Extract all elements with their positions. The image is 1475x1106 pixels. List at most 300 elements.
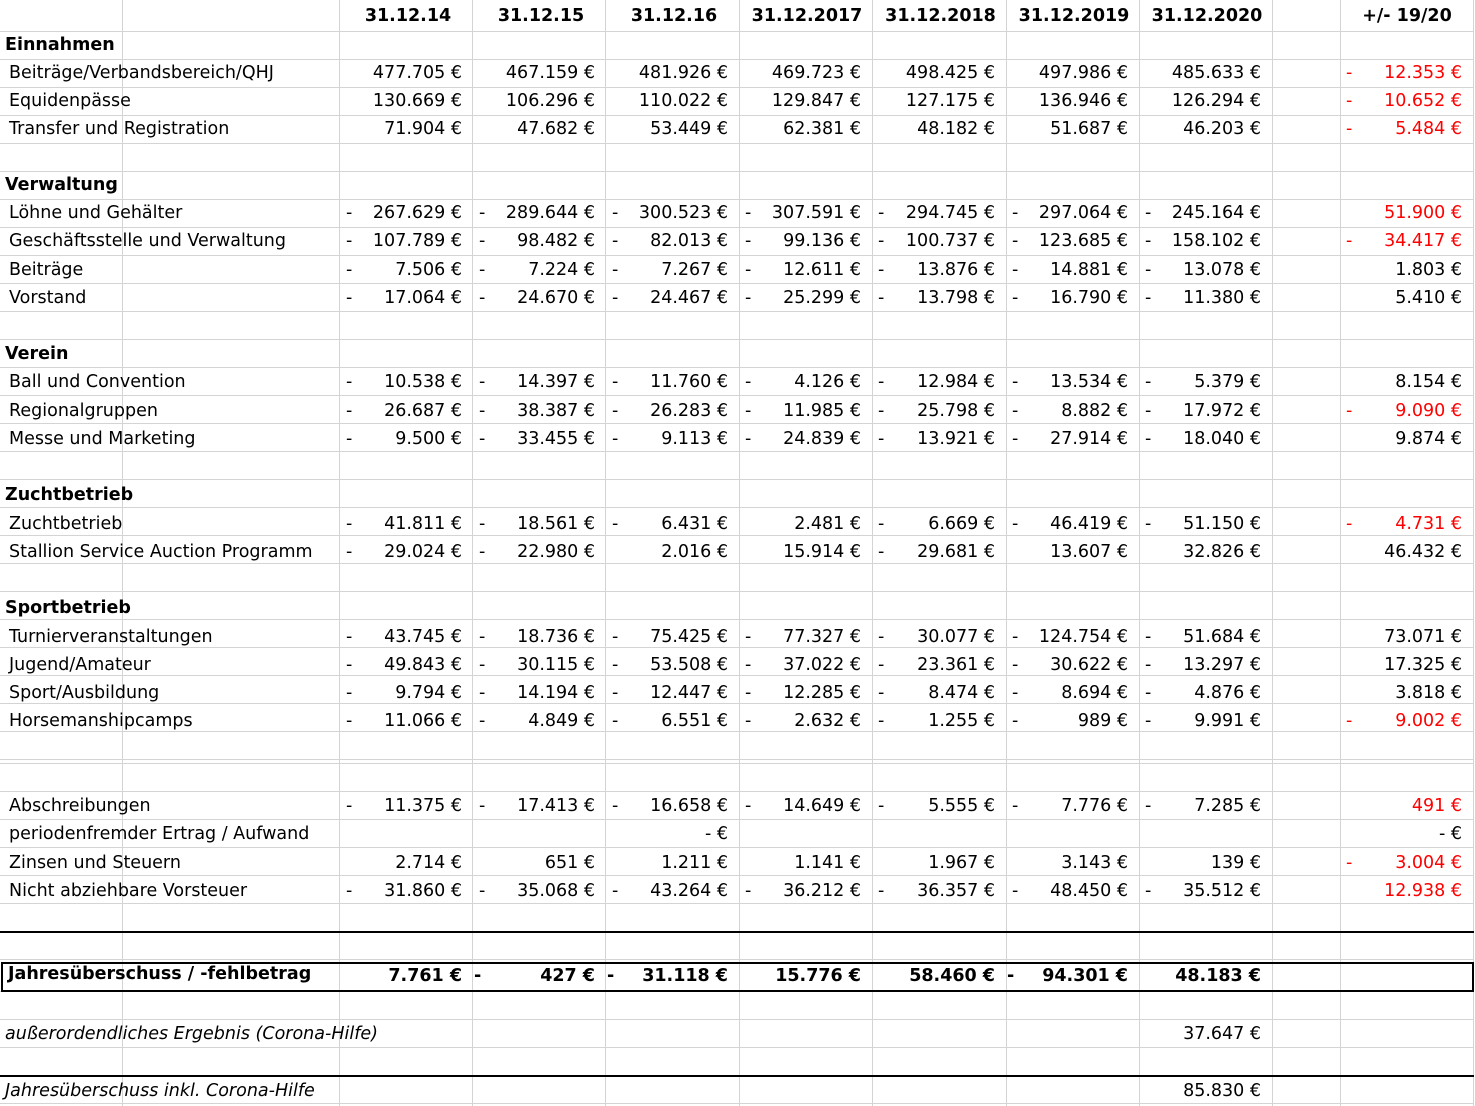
table-row (0, 115, 1474, 143)
value-cell[interactable]: 25.798 € (917, 401, 995, 421)
row-label[interactable]: Horsemanshipcamps (9, 711, 193, 731)
minus-sign: - (745, 260, 752, 280)
table-row (0, 651, 1474, 679)
minus-sign: - (745, 627, 752, 647)
value-cell[interactable]: 2.481 € (794, 514, 861, 534)
value-cell[interactable]: 126.294 € (1171, 91, 1261, 111)
table-row (0, 820, 1474, 848)
table-row (0, 425, 1474, 453)
diff-cell[interactable]: 9.874 € (1395, 429, 1462, 449)
minus-sign: - (745, 401, 752, 421)
value-cell[interactable]: 481.926 € (638, 63, 728, 83)
table-row (0, 368, 1474, 396)
value-cell[interactable]: 289.644 € (505, 203, 595, 223)
value-cell[interactable]: 33.455 € (517, 429, 595, 449)
value-cell[interactable]: 2.632 € (794, 711, 861, 731)
value-cell[interactable]: 124.754 € (1038, 627, 1128, 647)
row-label[interactable]: Equidenpässe (9, 91, 131, 111)
minus-sign: - (346, 711, 353, 731)
value-cell[interactable]: 498.425 € (905, 63, 995, 83)
value-cell[interactable]: 23.361 € (917, 655, 995, 675)
value-cell[interactable]: 7.285 € (1194, 796, 1261, 816)
row-label[interactable]: Zuchtbetrieb (9, 514, 123, 534)
value-cell[interactable]: 17.064 € (384, 288, 462, 308)
incl-value[interactable]: 85.830 € (1183, 1081, 1261, 1101)
value-cell[interactable]: 26.687 € (384, 401, 462, 421)
minus-sign: - (479, 881, 486, 901)
value-cell[interactable]: 245.164 € (1171, 203, 1261, 223)
value-cell[interactable]: 477.705 € (372, 63, 462, 83)
row-label[interactable]: Messe und Marketing (9, 429, 196, 449)
value-cell[interactable] (892, 820, 995, 848)
total-value-cell[interactable]: 58.460 € (909, 966, 995, 986)
value-cell[interactable]: 1.141 € (794, 853, 861, 873)
diff-cell[interactable]: 51.900 € (1384, 203, 1462, 223)
diff-minus-sign: - (1346, 401, 1353, 421)
row-label[interactable]: Löhne und Gehälter (9, 203, 183, 223)
value-cell[interactable]: 485.633 € (1171, 63, 1261, 83)
value-cell[interactable]: 48.450 € (1050, 881, 1128, 901)
minus-sign: - (479, 288, 486, 308)
minus-sign: - (878, 231, 885, 251)
diff-minus-sign: - (1346, 853, 1353, 873)
value-cell[interactable]: 37.022 € (783, 655, 861, 675)
minus-sign: - (346, 203, 353, 223)
value-cell[interactable]: 25.299 € (783, 288, 861, 308)
row-gridline (0, 479, 1474, 480)
value-cell[interactable]: 7.776 € (1061, 796, 1128, 816)
section-row (0, 481, 1474, 509)
value-cell[interactable]: 469.723 € (771, 63, 861, 83)
diff-cell[interactable]: 491 € (1411, 796, 1462, 816)
value-cell[interactable]: 127.175 € (905, 91, 995, 111)
diff-cell[interactable]: 12.938 € (1384, 881, 1462, 901)
minus-sign: - (479, 796, 486, 816)
value-cell[interactable]: 12.447 € (650, 683, 728, 703)
value-cell[interactable]: 9.991 € (1194, 711, 1261, 731)
table-row (0, 792, 1474, 820)
minus-sign: - (612, 711, 619, 731)
minus-sign: - (1145, 796, 1152, 816)
value-cell[interactable]: 989 € (1077, 711, 1128, 731)
value-cell[interactable]: - € (704, 824, 728, 844)
value-cell[interactable]: 6.669 € (928, 514, 995, 534)
value-cell[interactable]: 139 € (1210, 853, 1261, 873)
value-cell[interactable]: 1.211 € (661, 853, 728, 873)
minus-sign: - (479, 683, 486, 703)
incl-label[interactable]: Jahresüberschuss inkl. Corona-Hilfe (5, 1081, 315, 1101)
value-cell[interactable]: 13.798 € (917, 288, 995, 308)
section-row (0, 594, 1474, 622)
value-cell[interactable]: 30.115 € (517, 655, 595, 675)
value-cell[interactable]: 106.296 € (505, 91, 595, 111)
value-cell[interactable]: 16.790 € (1050, 288, 1128, 308)
value-cell[interactable]: 22.980 € (517, 542, 595, 562)
minus-sign: - (1012, 655, 1019, 675)
table-row (0, 510, 1474, 538)
incl-corona-row (0, 1077, 1474, 1105)
value-cell[interactable]: 11.375 € (384, 796, 462, 816)
row-label[interactable]: Vorstand (9, 288, 87, 308)
table-row (0, 623, 1474, 651)
minus-sign: - (745, 231, 752, 251)
diff-cell[interactable]: 8.154 € (1395, 372, 1462, 392)
value-cell[interactable]: 13.876 € (917, 260, 995, 280)
table-row (0, 284, 1474, 312)
minus-sign: - (1145, 429, 1152, 449)
minus-sign: - (1145, 711, 1152, 731)
diff-minus-sign: - (1346, 231, 1353, 251)
value-cell[interactable]: 11.985 € (783, 401, 861, 421)
minus-sign: - (1012, 627, 1019, 647)
minus-sign: - (346, 627, 353, 647)
value-cell[interactable]: 8.882 € (1061, 401, 1128, 421)
value-cell[interactable]: 82.013 € (650, 231, 728, 251)
value-cell[interactable]: 11.380 € (1183, 288, 1261, 308)
value-cell[interactable]: 24.467 € (650, 288, 728, 308)
corona-value[interactable]: 37.647 € (1183, 1024, 1261, 1044)
value-cell[interactable]: 36.212 € (783, 881, 861, 901)
value-cell[interactable]: 43.745 € (384, 627, 462, 647)
value-cell[interactable]: 46.203 € (1183, 119, 1261, 139)
value-cell[interactable] (493, 820, 595, 848)
minus-sign: - (1012, 711, 1019, 731)
row-label[interactable]: Ball und Convention (9, 372, 186, 392)
minus-sign: - (607, 966, 615, 986)
row-label[interactable]: Transfer und Registration (9, 119, 230, 139)
minus-sign: - (1007, 966, 1015, 986)
value-cell[interactable]: 5.555 € (928, 796, 995, 816)
table-row (0, 59, 1474, 87)
value-cell[interactable]: 49.843 € (384, 655, 462, 675)
value-cell[interactable]: 136.946 € (1038, 91, 1128, 111)
minus-sign: - (1012, 881, 1019, 901)
column-header[interactable]: 31.12.15 (497, 6, 585, 26)
minus-sign: - (1145, 655, 1152, 675)
minus-sign: - (1145, 683, 1152, 703)
total-value-cell[interactable]: 7.761 € (388, 966, 462, 986)
minus-sign: - (745, 796, 752, 816)
value-cell[interactable]: 29.681 € (917, 542, 995, 562)
table-row (0, 707, 1474, 735)
value-cell[interactable]: 32.826 € (1183, 542, 1261, 562)
value-cell[interactable]: 9.500 € (395, 429, 462, 449)
section-heading[interactable]: Verein (5, 344, 69, 364)
value-cell[interactable]: 30.622 € (1050, 655, 1128, 675)
minus-sign: - (745, 881, 752, 901)
value-cell[interactable]: 6.431 € (661, 514, 728, 534)
diff-cell[interactable]: 4.731 € (1395, 514, 1462, 534)
value-cell[interactable]: 36.357 € (917, 881, 995, 901)
row-label[interactable]: Abschreibungen (9, 796, 151, 816)
minus-sign: - (346, 881, 353, 901)
minus-sign: - (479, 514, 486, 534)
value-cell[interactable]: 123.685 € (1038, 231, 1128, 251)
section-heading[interactable]: Einnahmen (5, 35, 115, 55)
minus-sign: - (878, 542, 885, 562)
value-cell[interactable]: 46.419 € (1050, 514, 1128, 534)
value-cell[interactable]: 5.379 € (1194, 372, 1261, 392)
diff-cell[interactable]: 9.002 € (1395, 711, 1462, 731)
row-label[interactable]: periodenfremder Ertrag / Aufwand (9, 824, 310, 844)
value-cell[interactable]: 9.113 € (661, 429, 728, 449)
minus-sign: - (346, 655, 353, 675)
header-row (0, 2, 1474, 30)
minus-sign: - (346, 401, 353, 421)
value-cell[interactable]: 51.687 € (1050, 119, 1128, 139)
minus-sign: - (474, 966, 482, 986)
value-cell[interactable]: 18.561 € (517, 514, 595, 534)
minus-sign: - (479, 711, 486, 731)
diff-minus-sign: - (1346, 711, 1353, 731)
value-cell[interactable]: 130.669 € (372, 91, 462, 111)
value-cell[interactable] (759, 820, 861, 848)
diff-minus-sign: - (1346, 119, 1353, 139)
value-cell[interactable]: 18.736 € (517, 627, 595, 647)
row-label[interactable]: Turnierveranstaltungen (9, 627, 213, 647)
minus-sign: - (745, 288, 752, 308)
minus-sign: - (346, 542, 353, 562)
section-row (0, 340, 1474, 368)
minus-sign: - (745, 655, 752, 675)
value-cell[interactable]: 53.449 € (650, 119, 728, 139)
value-cell[interactable]: 11.066 € (384, 711, 462, 731)
total-value-cell[interactable]: 48.183 € (1175, 966, 1261, 986)
value-cell[interactable]: 158.102 € (1171, 231, 1261, 251)
row-label[interactable]: Zinsen und Steuern (9, 853, 181, 873)
value-cell[interactable]: 7.506 € (395, 260, 462, 280)
row-gridline (0, 143, 1474, 144)
value-cell[interactable]: 13.078 € (1183, 260, 1261, 280)
value-cell[interactable]: 31.860 € (384, 881, 462, 901)
minus-sign: - (479, 372, 486, 392)
minus-sign: - (479, 203, 486, 223)
value-cell[interactable]: 62.381 € (783, 119, 861, 139)
value-cell[interactable]: 15.914 € (783, 542, 861, 562)
column-header[interactable]: 31.12.2019 (1018, 6, 1130, 26)
value-cell[interactable]: 24.670 € (517, 288, 595, 308)
section-row (0, 31, 1474, 59)
minus-sign: - (612, 260, 619, 280)
diff-cell[interactable]: 10.652 € (1384, 91, 1462, 111)
row-label[interactable]: Sport/Ausbildung (9, 683, 160, 703)
diff-cell[interactable]: 1.803 € (1395, 260, 1462, 280)
row-label[interactable]: Jugend/Amateur (9, 655, 151, 675)
value-cell[interactable]: 14.397 € (517, 372, 595, 392)
row-label[interactable]: Stallion Service Auction Programm (9, 542, 313, 562)
minus-sign: - (1145, 203, 1152, 223)
value-cell[interactable]: 14.881 € (1050, 260, 1128, 280)
value-cell[interactable]: 51.150 € (1183, 514, 1261, 534)
minus-sign: - (878, 203, 885, 223)
value-cell[interactable]: 4.849 € (528, 711, 595, 731)
minus-sign: - (745, 683, 752, 703)
value-cell[interactable]: 98.482 € (517, 231, 595, 251)
diff-cell[interactable]: 9.090 € (1395, 401, 1462, 421)
value-cell[interactable]: 497.986 € (1038, 63, 1128, 83)
column-header[interactable]: 31.12.2017 (751, 6, 863, 26)
value-cell[interactable]: 75.425 € (650, 627, 728, 647)
value-cell[interactable]: 71.904 € (384, 119, 462, 139)
value-cell[interactable]: 2.016 € (661, 542, 728, 562)
value-cell[interactable]: 8.694 € (1061, 683, 1128, 703)
table-row (0, 877, 1474, 905)
row-label[interactable]: Beiträge (9, 260, 84, 280)
table-row (0, 679, 1474, 707)
value-cell[interactable] (360, 820, 462, 848)
value-cell[interactable]: 26.283 € (650, 401, 728, 421)
corona-row (0, 1020, 1474, 1048)
value-cell[interactable]: 307.591 € (771, 203, 861, 223)
minus-sign: - (346, 372, 353, 392)
minus-sign: - (878, 655, 885, 675)
minus-sign: - (745, 203, 752, 223)
value-cell[interactable]: 4.126 € (794, 372, 861, 392)
minus-sign: - (1145, 288, 1152, 308)
value-cell[interactable]: 129.847 € (771, 91, 861, 111)
value-cell[interactable]: 17.972 € (1183, 401, 1261, 421)
row-label[interactable]: Beiträge/Verbandsbereich/QHJ (9, 63, 274, 83)
total-value-cell[interactable]: 427 € (540, 966, 595, 986)
minus-sign: - (1012, 796, 1019, 816)
value-cell[interactable]: 9.794 € (395, 683, 462, 703)
value-cell[interactable]: 11.760 € (650, 372, 728, 392)
row-label[interactable]: Regionalgruppen (9, 401, 158, 421)
value-cell[interactable]: 8.474 € (928, 683, 995, 703)
value-cell[interactable]: 13.297 € (1183, 655, 1261, 675)
value-cell[interactable] (1159, 820, 1261, 848)
value-cell[interactable]: 29.024 € (384, 542, 462, 562)
table-row (0, 397, 1474, 425)
value-cell[interactable]: 297.064 € (1038, 203, 1128, 223)
value-cell[interactable]: 13.607 € (1050, 542, 1128, 562)
total-value-cell[interactable]: 15.776 € (775, 966, 861, 986)
minus-sign: - (878, 881, 885, 901)
value-cell[interactable]: 300.523 € (638, 203, 728, 223)
value-cell[interactable]: 10.538 € (384, 372, 462, 392)
diff-minus-sign: - (1346, 91, 1353, 111)
value-cell[interactable]: 24.839 € (783, 429, 861, 449)
diff-column-header[interactable]: +/- 19/20 (1362, 6, 1452, 26)
minus-sign: - (479, 260, 486, 280)
minus-sign: - (612, 288, 619, 308)
value-cell[interactable]: 1.967 € (928, 853, 995, 873)
minus-sign: - (1012, 429, 1019, 449)
value-cell[interactable]: 13.921 € (917, 429, 995, 449)
value-cell[interactable]: 6.551 € (661, 711, 728, 731)
column-header[interactable]: 31.12.2018 (885, 6, 996, 26)
value-cell[interactable]: 47.682 € (517, 119, 595, 139)
total-row (0, 962, 1474, 990)
diff-cell[interactable]: 17.325 € (1384, 655, 1462, 675)
value-cell[interactable]: 12.611 € (783, 260, 861, 280)
total-value-cell[interactable]: 31.118 € (642, 966, 728, 986)
minus-sign: - (745, 711, 752, 731)
value-cell[interactable]: 14.194 € (517, 683, 595, 703)
value-cell[interactable]: 110.022 € (638, 91, 728, 111)
diff-cell[interactable]: - € (1438, 824, 1462, 844)
corona-label[interactable]: außerordendliches Ergebnis (Corona-Hilfe) (5, 1024, 378, 1044)
row-gridline (0, 763, 1474, 764)
diff-cell[interactable]: 12.353 € (1384, 63, 1462, 83)
value-cell[interactable]: 12.285 € (783, 683, 861, 703)
value-cell[interactable]: 14.649 € (783, 796, 861, 816)
value-cell[interactable]: 1.255 € (928, 711, 995, 731)
value-cell[interactable]: 77.327 € (783, 627, 861, 647)
value-cell[interactable]: 12.984 € (917, 372, 995, 392)
minus-sign: - (346, 683, 353, 703)
value-cell[interactable]: 27.914 € (1050, 429, 1128, 449)
minus-sign: - (612, 881, 619, 901)
value-cell[interactable]: 53.508 € (650, 655, 728, 675)
total-value-cell[interactable]: 94.301 € (1042, 966, 1128, 986)
value-cell[interactable]: 17.413 € (517, 796, 595, 816)
value-cell[interactable]: 35.512 € (1183, 881, 1261, 901)
value-cell[interactable]: 99.136 € (783, 231, 861, 251)
column-header[interactable]: 31.12.16 (630, 6, 718, 26)
diff-cell[interactable]: 34.417 € (1384, 231, 1462, 251)
minus-sign: - (745, 429, 752, 449)
row-label[interactable]: Geschäftsstelle und Verwaltung (9, 231, 286, 251)
diff-cell[interactable]: 5.410 € (1395, 288, 1462, 308)
minus-sign: - (612, 683, 619, 703)
value-cell[interactable]: 30.077 € (917, 627, 995, 647)
value-cell[interactable]: 18.040 € (1183, 429, 1261, 449)
value-cell[interactable]: 294.745 € (905, 203, 995, 223)
diff-cell[interactable]: 73.071 € (1384, 627, 1462, 647)
value-cell[interactable]: 267.629 € (372, 203, 462, 223)
value-cell[interactable]: 35.068 € (517, 881, 595, 901)
column-header[interactable]: 31.12.2020 (1151, 6, 1263, 26)
table-row (0, 199, 1474, 227)
section-heading[interactable]: Zuchtbetrieb (5, 485, 134, 505)
diff-cell[interactable]: 46.432 € (1384, 542, 1462, 562)
total-label[interactable]: Jahresüberschuss / -fehlbetrag (8, 964, 312, 984)
value-cell[interactable]: 13.534 € (1050, 372, 1128, 392)
diff-cell[interactable]: 3.818 € (1395, 683, 1462, 703)
value-cell[interactable]: 43.264 € (650, 881, 728, 901)
value-cell[interactable]: 3.143 € (1061, 853, 1128, 873)
row-label[interactable]: Nicht abziehbare Vorsteuer (9, 881, 248, 901)
column-header[interactable]: 31.12.14 (364, 6, 452, 26)
value-cell[interactable]: 4.876 € (1194, 683, 1261, 703)
value-cell[interactable]: 100.737 € (905, 231, 995, 251)
value-cell[interactable]: 51.684 € (1183, 627, 1261, 647)
value-cell[interactable]: 41.811 € (384, 514, 462, 534)
diff-minus-sign: - (1346, 63, 1353, 83)
diff-cell[interactable]: 3.004 € (1395, 853, 1462, 873)
value-cell[interactable]: 7.267 € (661, 260, 728, 280)
minus-sign: - (346, 796, 353, 816)
minus-sign: - (878, 288, 885, 308)
value-cell[interactable]: 16.658 € (650, 796, 728, 816)
minus-sign: - (612, 372, 619, 392)
section-heading[interactable]: Sportbetrieb (5, 598, 131, 618)
value-cell[interactable]: 467.159 € (505, 63, 595, 83)
value-cell[interactable]: 107.789 € (372, 231, 462, 251)
minus-sign: - (1145, 627, 1152, 647)
value-cell[interactable]: 48.182 € (917, 119, 995, 139)
value-cell[interactable]: 2.714 € (395, 853, 462, 873)
value-cell[interactable]: 7.224 € (528, 260, 595, 280)
value-cell[interactable]: 651 € (544, 853, 595, 873)
row-gridline (0, 591, 1474, 592)
value-cell[interactable] (1026, 820, 1128, 848)
section-heading[interactable]: Verwaltung (5, 175, 118, 195)
minus-sign: - (346, 288, 353, 308)
value-cell[interactable]: 38.387 € (517, 401, 595, 421)
diff-cell[interactable]: 5.484 € (1395, 119, 1462, 139)
